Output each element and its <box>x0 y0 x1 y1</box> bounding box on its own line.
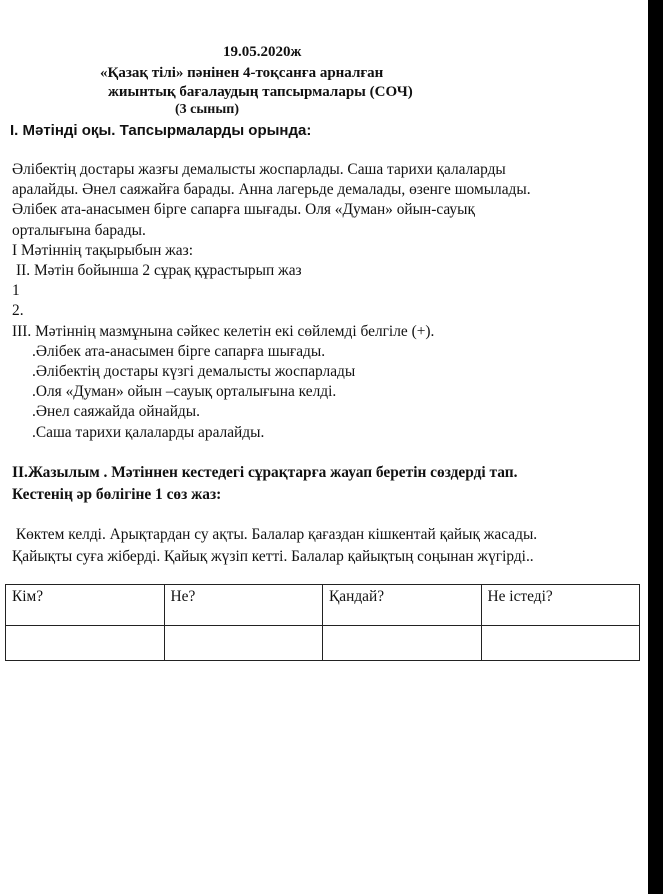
grade-label: (3 сынып) <box>175 102 240 117</box>
reading-text-line: аралайды. Әнел саяжайға барады. Анна лагерьде демалады, өзенге шомылады. <box>12 181 531 199</box>
reading-text-line: орталығына барады. <box>12 221 146 239</box>
answer-table <box>5 584 640 661</box>
section2-title-line-2: Кестенің әр бөлігіне 1 сөз жаз: <box>12 486 222 503</box>
option-item: .Әнел саяжайда ойнайды. <box>32 403 200 421</box>
date: 19.05.2020ж <box>223 44 302 60</box>
answer-cell-what[interactable] <box>164 626 323 661</box>
answer-number-1: 1 <box>12 282 20 300</box>
reading-text-line: Әлібек ата-анасымен бірге сапарға шығады. Оля «Думан» ойын-сауық <box>12 201 475 219</box>
option-item: .Саша тарихи қалаларды аралайды. <box>32 423 265 441</box>
answer-cell-who[interactable] <box>6 626 165 661</box>
answer-number-2: 2. <box>12 302 24 320</box>
task-2: II. Мәтін бойынша 2 сұрақ құрастырып жаз <box>16 262 302 280</box>
task-3: III. Мәтіннің мазмұнына сәйкес келетін екі сөйлемді белгіле (+). <box>12 322 435 340</box>
reading-text-line: Әлібектің достары жазғы демалысты жоспарлады. Саша тарихи қалаларды <box>12 161 506 178</box>
table-header-row <box>6 585 640 626</box>
header-which: Қандай? <box>323 585 482 626</box>
header-what: Не? <box>164 585 323 626</box>
section2-text-line-1: Көктем келді. Арықтардан су ақты. Балалар қағаздан кішкентай қайық жасады. <box>12 526 538 543</box>
header-who: Кім? <box>6 585 165 626</box>
header-did-what: Не істеді? <box>481 585 640 626</box>
section1-body <box>12 160 642 443</box>
section2-title-line-1: II.Жазылым . Мәтіннен кестедегі сұрақтарға жауап беретін сөздерді тап. <box>12 464 518 481</box>
answer-cell-which[interactable] <box>323 626 482 661</box>
task-1: I Мәтіннің тақырыбын жаз: <box>12 241 193 259</box>
table-row <box>6 626 640 661</box>
section2-text <box>12 524 642 568</box>
section2-text-line-2: Қайықты суға жіберді. Қайық жүзіп кетті. Балалар қайықтың соңынан жүгірді.. <box>12 548 534 565</box>
section2-title <box>12 462 642 506</box>
section1-title: I. Мәтінді оқы. Тапсырмаларды орында: <box>10 122 312 139</box>
answer-cell-did-what[interactable] <box>481 626 640 661</box>
title-line-2: жиынтық бағалаудың тапсырмалары (СОЧ) <box>108 84 413 100</box>
option-item: .Оля «Думан» ойын –сауық орталығына келді. <box>32 383 337 401</box>
option-item: .Әлібектің достары күзгі демалысты жоспарлады <box>32 363 356 381</box>
option-item: .Әлібек ата-анасымен бірге сапарға шығады. <box>32 342 326 360</box>
title-line-1: «Қазақ тілі» пәнінен 4-тоқсанға арналған <box>100 65 384 81</box>
